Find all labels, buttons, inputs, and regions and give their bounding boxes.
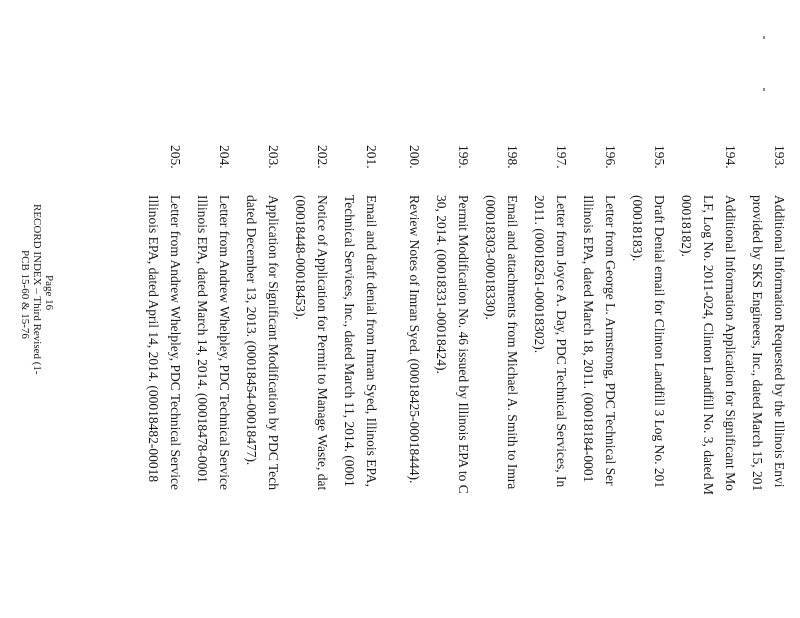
footer-record-index: RECORD INDEX – Third Revised (1- — [31, 204, 43, 375]
entry-line: LF, Log No. 2011-024, Clinton Landfill No. 3, dated M — [701, 195, 716, 495]
entry-description — [240, 195, 284, 618]
entry-description — [577, 195, 621, 618]
entry-number: 199. — [456, 145, 471, 169]
entry-line: Illinois EPA, dated March 18, 2011. (00018184-0001 — [581, 195, 596, 483]
entry-line: 30, 2014. (00018331-00018424). — [434, 195, 449, 374]
entry-description — [142, 195, 186, 618]
entry-description — [746, 195, 790, 618]
entry-number: 195. — [652, 145, 667, 169]
entry-description — [430, 195, 474, 618]
entry-line: Email and attachments from Michael A. Smith to Imra — [505, 195, 520, 490]
entry-line: Letter from George L. Armstrong, PDC Technical Ser — [603, 195, 618, 486]
entry-number: 204. — [217, 145, 232, 169]
entry-line: Illinois EPA, dated March 14, 2014. (00018478-0001 — [195, 195, 210, 483]
entry-line: Letter from Joyce A. Day, PDC Technical Services, In — [554, 195, 569, 488]
entry-line: Email and draft denial from Imran Syed, Illinois EPA, — [364, 195, 379, 487]
footer-page-number: Page 16 — [43, 275, 55, 311]
footer-case-number: PCB 15-60 & 15-76 — [19, 250, 31, 339]
entry-description — [528, 195, 572, 618]
entry-description — [338, 195, 382, 618]
entry-line: Letter from Andrew Whelpley, PDC Technical Service — [168, 195, 183, 490]
entry-number: 202. — [315, 145, 330, 169]
entry-number: 196. — [603, 145, 618, 169]
entry-line: Review Notes of Imran Syed. (00018425-00018444). — [407, 195, 422, 484]
entry-line: (00018448-00018453). — [293, 195, 308, 320]
entry-description — [403, 195, 425, 618]
entry-number: 201. — [364, 145, 379, 169]
entry-line: dated December 13, 2013. (00018454-00018477). — [244, 195, 259, 466]
entry-line: Permit Modification No. 46 issued by Illinois EPA to C — [456, 195, 471, 494]
entry-line: 00018182). — [679, 195, 694, 257]
entry-line: Technical Services, Inc., dated March 11, 2014. (0001 — [342, 195, 357, 487]
entry-line: provided by SKS Engineers, Inc., dated March 15, 201 — [750, 195, 765, 492]
entry-description — [191, 195, 235, 618]
entry-description — [626, 195, 670, 618]
entry-line: Letter from Andrew Whelpley, PDC Technical Service — [217, 195, 232, 490]
entry-line: Application for Significant Modification by PDC Tech — [266, 195, 281, 491]
entry-line: (00018303-00018330). — [483, 195, 498, 320]
entry-number: 197. — [554, 145, 569, 169]
entry-number: 205. — [168, 145, 183, 169]
entry-number: 203. — [266, 145, 281, 169]
entry-description — [479, 195, 523, 618]
entry-number: 200. — [407, 145, 422, 169]
entry-line: Notice of Application for Permit to Manage Waste, dat — [315, 195, 330, 491]
entry-description — [289, 195, 333, 618]
entry-line: (00018183). — [630, 195, 645, 262]
entry-line: Illinois EPA, dated April 14, 2014. (00018482-00018 — [146, 195, 161, 483]
entry-line: Additional Information Requested by the Illinois Envi — [772, 195, 787, 488]
entry-line: Additional Information Application for Significant Mo — [723, 195, 738, 491]
entry-line: Draft Denial email for Clinton Landfill 3 Log No. 201 — [652, 195, 667, 489]
entry-number: 198. — [505, 145, 520, 169]
entry-number: 194. — [723, 145, 738, 169]
entry-number: 193. — [772, 145, 787, 169]
entry-line: 2011. (00018261-00018302). — [532, 195, 547, 354]
entry-description — [675, 195, 741, 618]
